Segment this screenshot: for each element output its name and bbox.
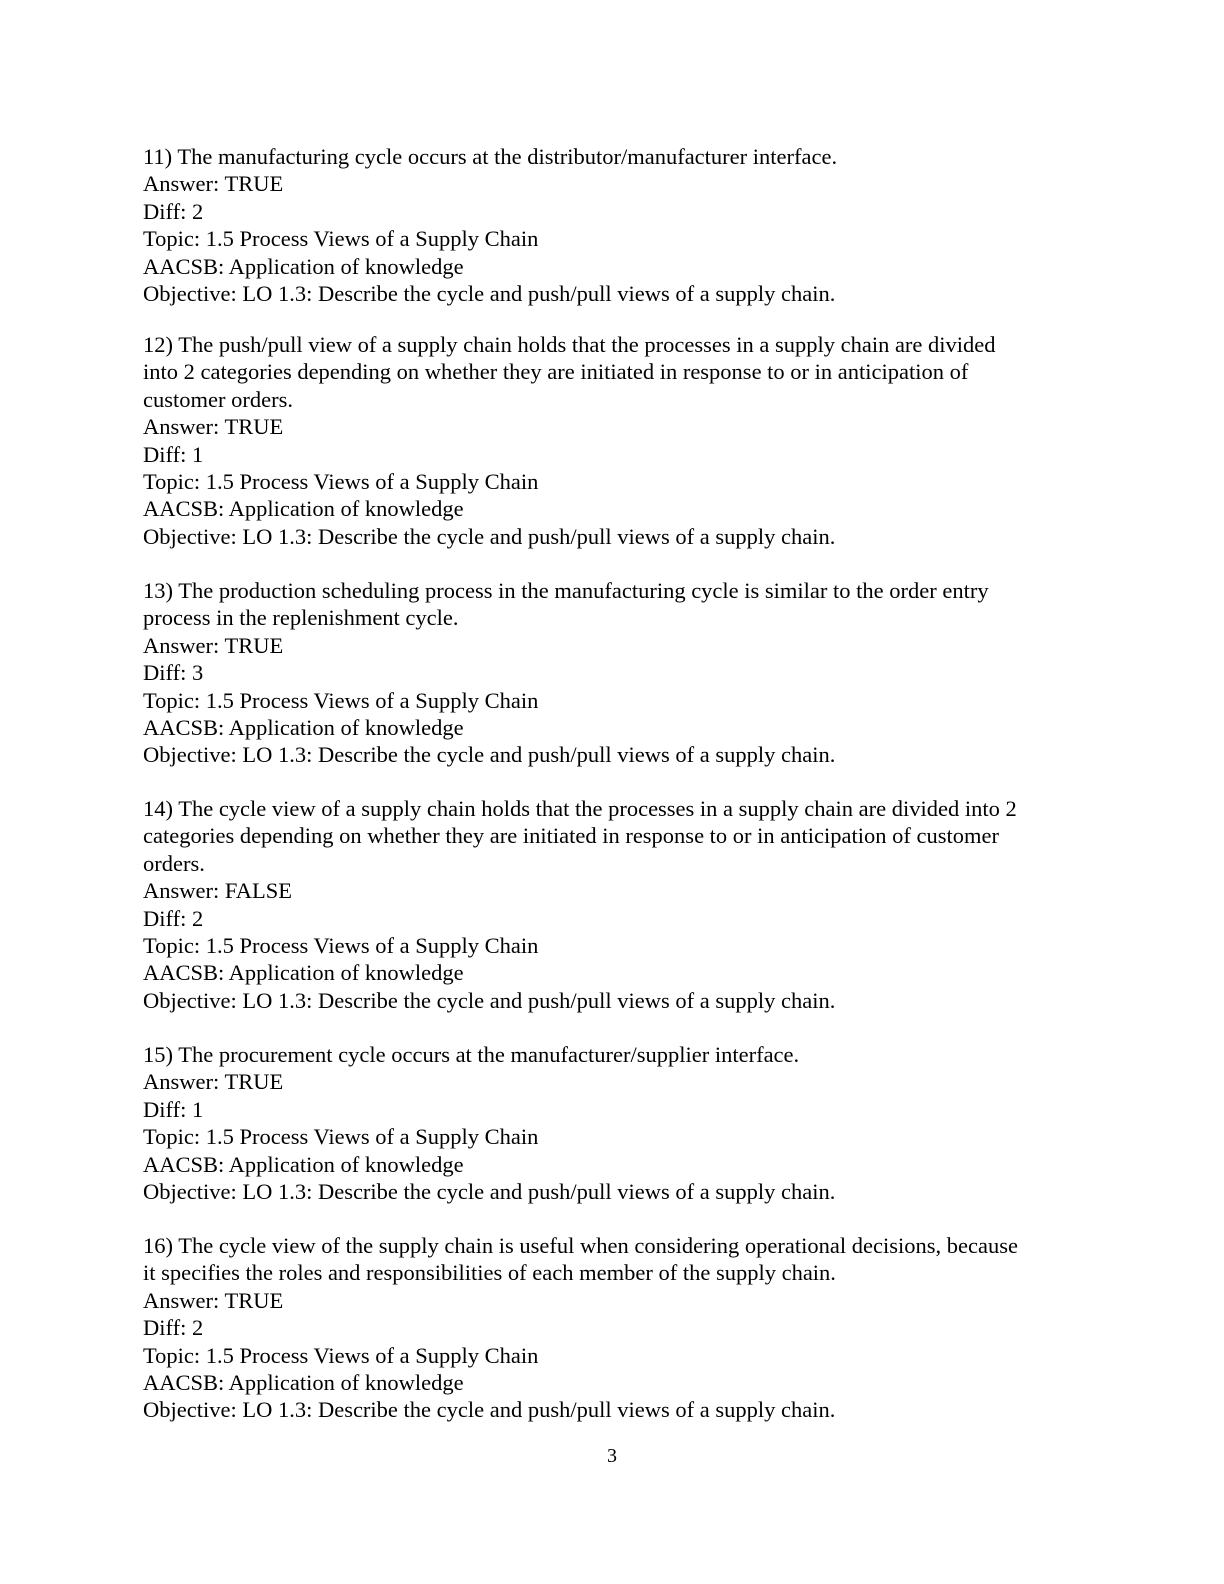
question-difficulty: Diff: 2 <box>143 1315 204 1341</box>
question-16 <box>143 1232 1083 1424</box>
question-answer: Answer: TRUE <box>143 171 284 197</box>
question-topic: Topic: 1.5 Process Views of a Supply Chain <box>143 687 539 713</box>
question-topic: Topic: 1.5 Process Views of a Supply Chain <box>143 933 539 959</box>
question-difficulty: Diff: 2 <box>143 198 204 224</box>
question-objective: Objective: LO 1.3: Describe the cycle and push/pull views of a supply chain. <box>143 987 836 1013</box>
question-answer: Answer: TRUE <box>143 632 284 658</box>
question-13 <box>143 577 1083 769</box>
question-12 <box>143 331 1083 550</box>
question-11 <box>143 143 1083 307</box>
question-difficulty: Diff: 3 <box>143 660 204 686</box>
question-aacsb: AACSB: Application of knowledge <box>143 1370 464 1396</box>
question-text: 14) The cycle view of a supply chain holds that the processes in a supply chain are divided into 2 categories depending on whether they are initiated in response to or in anticipation of customer orders. <box>143 796 1017 876</box>
question-topic: Topic: 1.5 Process Views of a Supply Chain <box>143 469 539 495</box>
question-objective: Objective: LO 1.3: Describe the cycle and push/pull views of a supply chain. <box>143 523 836 549</box>
question-aacsb: AACSB: Application of knowledge <box>143 715 464 741</box>
question-difficulty: Diff: 2 <box>143 905 204 931</box>
question-answer: Answer: TRUE <box>143 414 284 440</box>
question-difficulty: Diff: 1 <box>143 1096 204 1122</box>
question-answer: Answer: TRUE <box>143 1069 284 1095</box>
question-topic: Topic: 1.5 Process Views of a Supply Chain <box>143 1124 539 1150</box>
question-aacsb: AACSB: Application of knowledge <box>143 253 464 279</box>
question-text: 15) The procurement cycle occurs at the manufacturer/supplier interface. <box>143 1042 800 1067</box>
question-aacsb: AACSB: Application of knowledge <box>143 960 464 986</box>
question-aacsb: AACSB: Application of knowledge <box>143 496 464 522</box>
question-15 <box>143 1041 1083 1205</box>
question-objective: Objective: LO 1.3: Describe the cycle and push/pull views of a supply chain. <box>143 1397 836 1423</box>
question-answer: Answer: FALSE <box>143 878 292 904</box>
page-number: 3 <box>607 1445 617 1467</box>
question-objective: Objective: LO 1.3: Describe the cycle and push/pull views of a supply chain. <box>143 1179 836 1205</box>
question-topic: Topic: 1.5 Process Views of a Supply Chain <box>143 1342 539 1368</box>
question-text: 12) The push/pull view of a supply chain holds that the processes in a supply chain are divided into 2 categories depending on whether they are initiated in response to or in anticipation of customer orders. <box>143 332 996 412</box>
question-aacsb: AACSB: Application of knowledge <box>143 1151 464 1177</box>
question-topic: Topic: 1.5 Process Views of a Supply Chain <box>143 226 539 252</box>
question-objective: Objective: LO 1.3: Describe the cycle and push/pull views of a supply chain. <box>143 742 836 768</box>
question-text: 16) The cycle view of the supply chain is useful when considering operational decisions, because it specifies the roles and responsibilities of each member of the supply chain. <box>143 1233 1018 1286</box>
question-difficulty: Diff: 1 <box>143 441 204 467</box>
question-answer: Answer: TRUE <box>143 1287 284 1313</box>
question-14 <box>143 795 1083 1014</box>
question-text: 11) The manufacturing cycle occurs at the distributor/manufacturer interface. <box>143 144 838 169</box>
question-objective: Objective: LO 1.3: Describe the cycle and push/pull views of a supply chain. <box>143 281 836 307</box>
question-text: 13) The production scheduling process in the manufacturing cycle is similar to the order entry process in the replenishment cycle. <box>143 578 989 631</box>
